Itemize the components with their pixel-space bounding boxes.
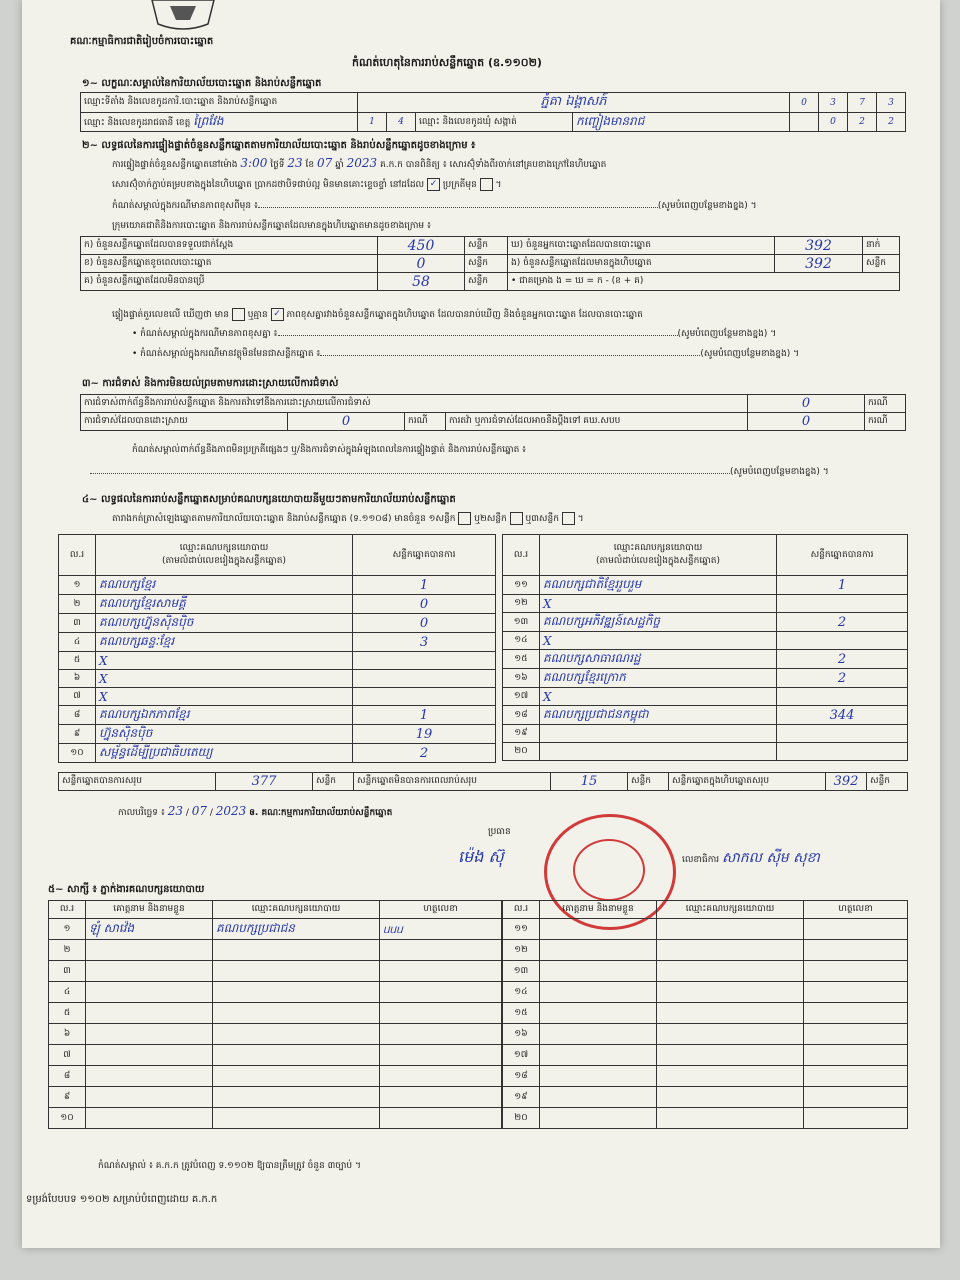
same-checkbox[interactable]: ✓: [427, 178, 440, 191]
witness-party: [213, 1024, 380, 1045]
row-number: ១៧: [503, 1045, 540, 1066]
col-name-header: គោត្តនាម និងនាមខ្លួន: [86, 901, 213, 919]
witness-party: [213, 1087, 380, 1108]
secretary-line: លេខាធិការ សាកល ស៊ីម សុខា: [682, 850, 820, 866]
party-name: X: [540, 632, 777, 650]
party-result-row: [503, 669, 908, 688]
party-name: សម្ព័ន្ធដើម្បីប្រជាធិបតេយ្យ: [96, 744, 353, 763]
witness-table-left: [48, 900, 502, 1129]
witness-name: [86, 940, 213, 961]
witness-signature: [804, 1087, 908, 1108]
witness-party: [213, 1066, 380, 1087]
party-name: គណបក្សហ្វ៊ុនស៊ិនប៉ិច: [96, 614, 353, 633]
row-number: ១: [59, 576, 96, 595]
witness-signature: [380, 1024, 502, 1045]
vote-count: 344: [777, 706, 908, 725]
col-no-header: ល.រ: [59, 535, 96, 576]
witness-party: [657, 982, 804, 1003]
form-sheet: [22, 0, 940, 1248]
witness-signature: [380, 1108, 502, 1129]
vote-count: 0: [353, 595, 496, 614]
station-table: [80, 92, 906, 132]
witness-name: [540, 1066, 657, 1087]
nec-logo: [150, 0, 216, 30]
party-result-row: [59, 576, 496, 595]
row-number: ១: [49, 919, 86, 940]
station-value: ភ្នំគា ឯង្គាសភ៍: [358, 93, 790, 113]
commune-label: ឈ្មោះ និងលេខកូដឃុំ សង្កាត់: [416, 113, 573, 132]
col-party-header: ឈ្មោះគណបក្សនយោបាយ (តាមលំដាប់លេខរៀងក្នុងសន្លឹកឆ្នោត): [96, 535, 353, 576]
party-name: គណបក្សសាធារណរដ្ឋ: [540, 650, 777, 669]
col-party-header: ឈ្មោះគណបក្សនយោបាយ: [213, 901, 380, 919]
row-number: ៥: [59, 652, 96, 670]
appeal-unit: ករណី: [865, 413, 906, 431]
witness-name: [86, 1066, 213, 1087]
count-table: [80, 236, 900, 291]
witness-party: គណបក្សប្រជាជន: [213, 919, 380, 940]
in-box-value: 392: [775, 255, 863, 273]
row-number: ៨: [59, 706, 96, 725]
witness-row: [503, 1003, 908, 1024]
row-number: ១២: [503, 940, 540, 961]
row-number: ៧: [59, 688, 96, 706]
party-result-row: [59, 652, 496, 670]
province-code-digit: 4: [387, 113, 416, 132]
date-month: 07: [191, 804, 208, 818]
witness-name: [86, 1045, 213, 1066]
station-label: ឈ្មោះទីតាំង និងលេខកូដការិ.បោះឆ្នោត និងរាប់សន្លឹកឆ្នោត: [81, 93, 358, 113]
row-number: ១៣: [503, 613, 540, 632]
vote-count: 2: [777, 669, 908, 688]
vote-count: 3: [353, 633, 496, 652]
witness-party: [213, 961, 380, 982]
section1-title: ១~ លក្ខណៈសម្គាល់នៃការិយាល័យបោះឆ្នោត និងរាប់សន្លឹកឆ្នោត: [82, 78, 322, 89]
witness-row: [503, 961, 908, 982]
party-result-row: [503, 613, 908, 632]
witness-signature: [804, 1108, 908, 1129]
commune-code-digit: 0: [819, 113, 848, 132]
witness-name: [86, 1108, 213, 1129]
in-box-total-label: សន្លឹកឆ្នោតក្នុងហិបឆ្នោតសរុប: [669, 773, 826, 791]
row-number: ១៤: [503, 982, 540, 1003]
row-number: ១២: [503, 595, 540, 613]
witness-row: [49, 940, 502, 961]
valid-total-label: សន្លឹកឆ្នោតបានការសរុប: [59, 773, 216, 791]
complaint-table: [80, 394, 906, 431]
date-line: កាលបរិច្ឆេទ ៖ 23 / 07 / 2023 ឲ. គណៈកម្មការការិយាល័យរាប់សន្លឹកឆ្នោត: [118, 804, 393, 818]
party-name: X: [96, 688, 353, 706]
witness-name: [540, 1003, 657, 1024]
difference-no-checkbox[interactable]: ✓: [271, 308, 284, 321]
institution-name: គណៈកម្មាធិការជាតិរៀបចំការបោះឆ្នោត: [70, 36, 214, 47]
three-sheets-checkbox[interactable]: [562, 512, 575, 525]
vote-count: [777, 688, 908, 706]
date-year: 2023: [215, 804, 247, 818]
row-number: ២: [49, 940, 86, 961]
witness-party: [213, 1108, 380, 1129]
invalid-total-unit: សន្លឹក: [628, 773, 669, 791]
vote-count: 2: [777, 613, 908, 632]
vote-count: [353, 670, 496, 688]
witness-party: [657, 1108, 804, 1129]
witness-signature: [804, 1045, 908, 1066]
in-box-label: ង) ចំនួនសន្លឹកឆ្នោតដែលមានក្នុងហិបឆ្នោត: [508, 255, 775, 273]
col-sign-header: ហត្ថលេខា: [804, 901, 908, 919]
in-box-unit: សន្លឹក: [863, 255, 900, 273]
witness-party: [213, 982, 380, 1003]
party-name: X: [540, 595, 777, 613]
row-number: ១៣: [503, 961, 540, 982]
party-result-row: [59, 706, 496, 725]
witness-signature: [804, 982, 908, 1003]
party-result-row: [59, 614, 496, 633]
witness-row: [503, 1024, 908, 1045]
chair-label: ប្រធាន: [488, 827, 511, 837]
station-code-digit: 0: [790, 93, 819, 113]
row-number: ១៧: [503, 688, 540, 706]
col-votes-header: សន្លឹកឆ្នោតបានការ: [353, 535, 496, 576]
valid-total-unit: សន្លឹក: [313, 773, 354, 791]
row-number: ៣: [49, 961, 86, 982]
party-name: [540, 725, 777, 743]
form-reference: ទម្រង់បែបបទ ១១០២ សម្រាប់បំពេញដោយ គ.ក.ក: [26, 1194, 218, 1205]
appeal-value: 0: [748, 413, 865, 431]
section3-title: ៣~ ការជំទាស់ និងការមិនយល់ព្រមតាមការដោះស្រាយលើការជំទាស់: [82, 378, 339, 389]
chair-signature: ម៉េង ស៊ុ: [458, 847, 504, 866]
party-result-row: [59, 688, 496, 706]
province-code-digit: 1: [358, 113, 387, 132]
row-number: ៤: [59, 633, 96, 652]
witness-name: [86, 1087, 213, 1108]
col-no-header: ល.រ: [503, 901, 540, 919]
witness-row: [503, 1108, 908, 1129]
witness-signature: [804, 919, 908, 940]
witness-signature: [804, 940, 908, 961]
appeal-label: ការតវ៉ា ឬការជំទាស់ដែលអាចនឹងប្តឹងទៅ គឃ.សបប: [446, 413, 748, 431]
witness-party: [213, 940, 380, 961]
witness-row: [503, 982, 908, 1003]
province-label: ឈ្មោះ និងលេខកូដរាជធានី ខេត្ត ព្រៃវែង: [81, 113, 358, 132]
witness-party: [657, 961, 804, 982]
party-name: ហ្វ៊ុនស៊ិនប៉ិច: [96, 725, 353, 744]
witness-name: ឡុំ សាវ៉េង: [86, 919, 213, 940]
row-number: ៦: [49, 1024, 86, 1045]
difference-note2: • កំណត់សម្គាល់ក្នុងករណីមានភាពខុសគ្នា ៖ (សូមបំពេញបន្ថែមខាងខ្នង) ។: [132, 329, 777, 339]
witness-signature: [380, 1003, 502, 1024]
party-name: គណបក្សខ្មែរ: [96, 576, 353, 595]
verify-line: ការផ្ទៀងផ្ទាត់ចំនួនសន្លឹកឆ្នោតនៅម៉ោង 3:00 ថ្ងៃទី 23 ខែ 07 ឆ្នាំ 2023 គ.ក.ក បានពិនិត្យ ៖ សោរស៊ុំទាំងពីរចាក់នៅគ្របខាងក្រៅនៃហិបឆ្នោត: [112, 156, 607, 170]
voters-unit: នាក់: [863, 237, 900, 255]
witness-name: [86, 982, 213, 1003]
irregularity-note: កំណត់សម្គាល់ពាក់ព័ន្ធនឹងភាពមិនប្រក្រតីផ្សេងៗ ឬ/និងការជំទាស់ក្នុងអំឡុងពេលនៃការផ្ទៀងផ្ទាត់ និងការរាប់សន្លឹកឆ្នោត ៖: [132, 445, 527, 455]
row-number: ១៥: [503, 1003, 540, 1024]
vote-count: [777, 725, 908, 743]
spoiled-unit: សន្លឹក: [465, 255, 508, 273]
results-table-left: [58, 534, 496, 763]
voters-label: ឃ) ចំនួនអ្នកបោះឆ្នោតដែលបានបោះឆ្នោត: [508, 237, 775, 255]
province-value: ព្រៃវែង: [193, 114, 224, 128]
witness-row: [49, 1108, 502, 1129]
vote-count: 2: [353, 744, 496, 763]
party-name: X: [540, 688, 777, 706]
col-party-header: ឈ្មោះគណបក្សនយោបាយ: [657, 901, 804, 919]
witness-name: [540, 1108, 657, 1129]
witness-row: [503, 1045, 908, 1066]
vote-count: 0: [353, 614, 496, 633]
col-name-header: គោត្តនាម និងនាមខ្លួន: [540, 901, 657, 919]
date-day: 23: [167, 804, 183, 818]
witness-name: [540, 982, 657, 1003]
witness-row: [49, 919, 502, 940]
results-table-right: [502, 534, 908, 761]
row-number: ១០: [59, 744, 96, 763]
resolved-label: ការជំទាស់ដែលបានដោះស្រាយ: [81, 413, 288, 431]
witness-row: [49, 1066, 502, 1087]
row-number: ១៩: [503, 1087, 540, 1108]
formula-label: • ជាគម្រោង ង = ឃ = ក - (ខ + គ): [508, 273, 900, 291]
two-sheets-checkbox[interactable]: [510, 512, 523, 525]
verify-time: 3:00: [240, 156, 268, 170]
vote-count: [353, 688, 496, 706]
witness-name: [86, 1003, 213, 1024]
row-number: ១០: [49, 1108, 86, 1129]
witness-row: [49, 961, 502, 982]
witness-name: [540, 1045, 657, 1066]
col-no-header: ល.រ: [503, 535, 540, 576]
vote-count: [353, 652, 496, 670]
station-code-digit: 7: [848, 93, 877, 113]
witness-table-right: [502, 900, 908, 1129]
invalid-total-value: 15: [551, 773, 628, 791]
result-intro: ក្រុមយោគជាតិនិងការបោះឆ្នោត និងការរាប់សន្លឹកឆ្នោតដែលមានក្នុងហិបឆ្នោតមានដូចខាងក្រោម ៖: [112, 221, 431, 231]
party-result-row: [59, 670, 496, 688]
witness-signature: [380, 982, 502, 1003]
row-number: ១៤: [503, 632, 540, 650]
form-title: កំណត់ហេតុនៃការរាប់សន្លឹកឆ្នោត (ឧ.១១០២): [352, 56, 542, 69]
spoiled-label: ខ) ចំនួនសន្លឹកឆ្នោតខូចពេលបោះឆ្នោត: [81, 255, 378, 273]
one-sheet-checkbox[interactable]: [458, 512, 471, 525]
witness-party: [657, 940, 804, 961]
witness-row: [49, 1003, 502, 1024]
row-number: ៩: [59, 725, 96, 744]
witness-row: [503, 940, 908, 961]
col-votes-header: សន្លឹកឆ្នោតបានការ: [777, 535, 908, 576]
party-result-row: [503, 632, 908, 650]
different-checkbox[interactable]: [480, 178, 493, 191]
witness-party: [657, 1003, 804, 1024]
sheet-count-line: តារាងកត់ត្រាសំឡេងឆ្នោតតាមការិយាល័យបោះឆ្នោត និងរាប់សន្លឹកឆ្នោត (ទ.១១០៨) មានចំនួន ១សន្លឹក ឬ២សន្លឹក ឬ៣សន្លឹក ។: [112, 514, 584, 524]
vote-count: 2: [777, 650, 908, 669]
vote-count: 1: [777, 576, 908, 595]
party-name: គណបក្សខ្មែរសាមគ្គី: [96, 595, 353, 614]
unused-label: គ) ចំនួនសន្លឹកឆ្នោតដែលមិនបានប្រើ: [81, 273, 378, 291]
party-name: គណបក្សអភិវឌ្ឍន៍សេដ្ឋកិច្ច: [540, 613, 777, 632]
witness-name: [86, 1024, 213, 1045]
difference-yes-checkbox[interactable]: [232, 308, 245, 321]
row-number: ៧: [49, 1045, 86, 1066]
party-name: [540, 743, 777, 761]
received-unit: សន្លឹក: [465, 237, 508, 255]
witness-name: [540, 1024, 657, 1045]
witness-name: [540, 919, 657, 940]
witness-party: [657, 919, 804, 940]
valid-total-value: 377: [216, 773, 313, 791]
complaint-value: 0: [748, 395, 865, 413]
object-note: • កំណត់សម្គាល់ក្នុងករណីមានវត្ថុមិនមែនជាសន្លឹកឆ្នោត ៖ (សូមបំពេញបន្ថែមខាងខ្នង) ។: [132, 349, 800, 359]
witness-signature: [804, 1066, 908, 1087]
received-label: ក) ចំនួនសន្លឹកឆ្នោតដែលបានទទួលជាក់ស្តែង: [81, 237, 378, 255]
received-value: 450: [378, 237, 465, 255]
row-number: ៤: [49, 982, 86, 1003]
section5-title: ៥~ សាក្សី ៖ ភ្នាក់ងារគណបក្សនយោបាយ: [48, 884, 205, 895]
witness-row: [503, 919, 908, 940]
row-number: ១៨: [503, 706, 540, 725]
col-party-header: ឈ្មោះគណបក្សនយោបាយ (តាមលំដាប់លេខរៀងក្នុងសន្លឹកឆ្នោត): [540, 535, 777, 576]
verify-month: 07: [317, 156, 333, 170]
row-number: ៨: [49, 1066, 86, 1087]
totals-row: [58, 772, 908, 791]
party-name: គណបក្សប្រជាជនកម្ពុជា: [540, 706, 777, 725]
voters-value: 392: [775, 237, 863, 255]
commune-code-digit: 2: [877, 113, 906, 132]
witness-party: [213, 1045, 380, 1066]
party-result-row: [503, 576, 908, 595]
row-number: ១៩: [503, 725, 540, 743]
vote-count: 19: [353, 725, 496, 744]
witness-party: [657, 1024, 804, 1045]
party-result-row: [59, 744, 496, 763]
witness-row: [49, 1045, 502, 1066]
row-number: ១៦: [503, 1024, 540, 1045]
witness-signature: [804, 961, 908, 982]
witness-party: [657, 1045, 804, 1066]
seal-check-line: សោរស៊ុំចាក់ភ្ជាប់គម្របខាងក្នុងនៃហិបឆ្នោត ប្រាកដថាបិទជាប់ល្អ មិនមានគោះខ្ទេចខ្ទាំ នៅដដែល ✓ ប្រក្រតីមុន ។: [112, 179, 502, 190]
row-number: ២០: [503, 1108, 540, 1129]
station-code-digit: 3: [877, 93, 906, 113]
col-no-header: ល.រ: [49, 901, 86, 919]
row-number: ២: [59, 595, 96, 614]
vote-count: [777, 743, 908, 761]
party-name: គណបក្សឆន្ទៈខ្មែរ: [96, 633, 353, 652]
row-number: ១១: [503, 919, 540, 940]
party-result-row: [503, 688, 908, 706]
witness-signature: ᥙᥙᥙ: [380, 919, 502, 940]
resolved-unit: ករណី: [405, 413, 446, 431]
witness-row: [49, 982, 502, 1003]
party-result-row: [59, 595, 496, 614]
committee-label: ឲ. គណៈកម្មការការិយាល័យរាប់សន្លឹកឆ្នោត: [249, 808, 393, 818]
verify-year: 2023: [346, 156, 378, 170]
witness-signature: [380, 1045, 502, 1066]
witness-row: [49, 1087, 502, 1108]
commune-value: កញ្ចៀងមានរាជ: [573, 113, 790, 132]
row-number: ៦: [59, 670, 96, 688]
witness-name: [86, 961, 213, 982]
witness-name: [540, 1087, 657, 1108]
invalid-total-label: សន្លឹកឆ្នោតមិនបានការពេលរាប់សរុប: [354, 773, 551, 791]
in-box-total-unit: សន្លឹក: [867, 773, 908, 791]
spoiled-value: 0: [378, 255, 465, 273]
commune-code-digit: 2: [848, 113, 877, 132]
vote-count: 1: [353, 706, 496, 725]
witness-signature: [380, 961, 502, 982]
row-number: ៩: [49, 1087, 86, 1108]
resolved-value: 0: [288, 413, 405, 431]
witness-signature: [380, 1087, 502, 1108]
difference-note: កំណត់សម្គាល់ក្នុងករណីមានភាពខុសពីមុន ៖ (សូមបំពេញបន្ថែមខាងខ្នង) ។: [112, 201, 757, 211]
compare-line: ផ្ទៀងផ្ទាត់តួរលេខលើ ឃើញថា មាន ឬគ្មាន ✓ ភាពខុសគ្នារវាងចំនួនសន្លឹកឆ្នោតក្នុងហិបឆ្នោត ដែលបានរាប់ឃើញ និងចំនួនអ្នកបោះឆ្នោត ដែលបានបោះឆ្នោត: [112, 309, 643, 320]
witness-name: [540, 961, 657, 982]
row-number: ១៥: [503, 650, 540, 669]
section4-title: ៤~ លទ្ធផលនៃការរាប់សន្លឹកឆ្នោតសម្រាប់គណបក្សនយោបាយនីមួយៗតាមការិយាល័យរាប់សន្លឹកឆ្នោត: [82, 494, 456, 505]
party-name: X: [96, 670, 353, 688]
vote-count: [777, 595, 908, 613]
party-result-row: [503, 595, 908, 613]
witness-row: [49, 1024, 502, 1045]
party-result-row: [59, 725, 496, 744]
unused-value: 58: [378, 273, 465, 291]
witness-party: [213, 1003, 380, 1024]
witness-party: [657, 1066, 804, 1087]
complaint-label: ការជំទាស់ពាក់ព័ន្ធនឹងការរាប់សន្លឹកឆ្នោត និងការតវ៉ាទៅនឹងការដោះស្រាយលើការជំទាស់: [81, 395, 748, 413]
row-number: ១៨: [503, 1066, 540, 1087]
party-name: គណបក្សឯកភាពខ្មែរ: [96, 706, 353, 725]
party-result-row: [59, 633, 496, 652]
witness-row: [503, 1066, 908, 1087]
party-result-row: [503, 650, 908, 669]
row-number: ១១: [503, 576, 540, 595]
secretary-signature: សាកល ស៊ីម សុខា: [722, 850, 820, 866]
in-box-total-value: 392: [826, 773, 867, 791]
footer-note: កំណត់សម្គាល់ ៖ គ.ក.ក ត្រូវបំពេញ ទ.១១០២ ឱ្យបានត្រឹមត្រូវ ចំនួន ៣ច្បាប់ ។: [98, 1161, 361, 1171]
party-name: គណបក្សខ្មែរក្រោក: [540, 669, 777, 688]
col-sign-header: ហត្ថលេខា: [380, 901, 502, 919]
unused-unit: សន្លឹក: [465, 273, 508, 291]
witness-name: [540, 940, 657, 961]
complaint-unit: ករណី: [865, 395, 906, 413]
row-number: ១៦: [503, 669, 540, 688]
witness-signature: [804, 1003, 908, 1024]
party-name: X: [96, 652, 353, 670]
witness-signature: [380, 940, 502, 961]
party-result-row: [503, 725, 908, 743]
party-result-row: [503, 706, 908, 725]
row-number: ៣: [59, 614, 96, 633]
witness-signature: [380, 1066, 502, 1087]
section2-title: ២~ លទ្ធផលនៃការផ្ទៀងផ្ទាត់ចំនួនសន្លឹកឆ្នោតតាមការិយាល័យបោះឆ្នោត និងរាប់សន្លឹកឆ្នោតដូចខាងក្រោម ៖: [82, 140, 476, 151]
row-number: ២០: [503, 743, 540, 761]
witness-signature: [804, 1024, 908, 1045]
witness-party: [657, 1087, 804, 1108]
row-number: ៥: [49, 1003, 86, 1024]
verify-day: 23: [287, 156, 303, 170]
witness-row: [503, 1087, 908, 1108]
party-result-row: [503, 743, 908, 761]
party-name: គណបក្សជាតិខ្មែររួបរួម: [540, 576, 777, 595]
vote-count: [777, 632, 908, 650]
irregularity-lines: (សូមបំពេញបន្ថែមខាងខ្នង) ។: [90, 466, 829, 479]
vote-count: 1: [353, 576, 496, 595]
station-code-digit: 3: [819, 93, 848, 113]
